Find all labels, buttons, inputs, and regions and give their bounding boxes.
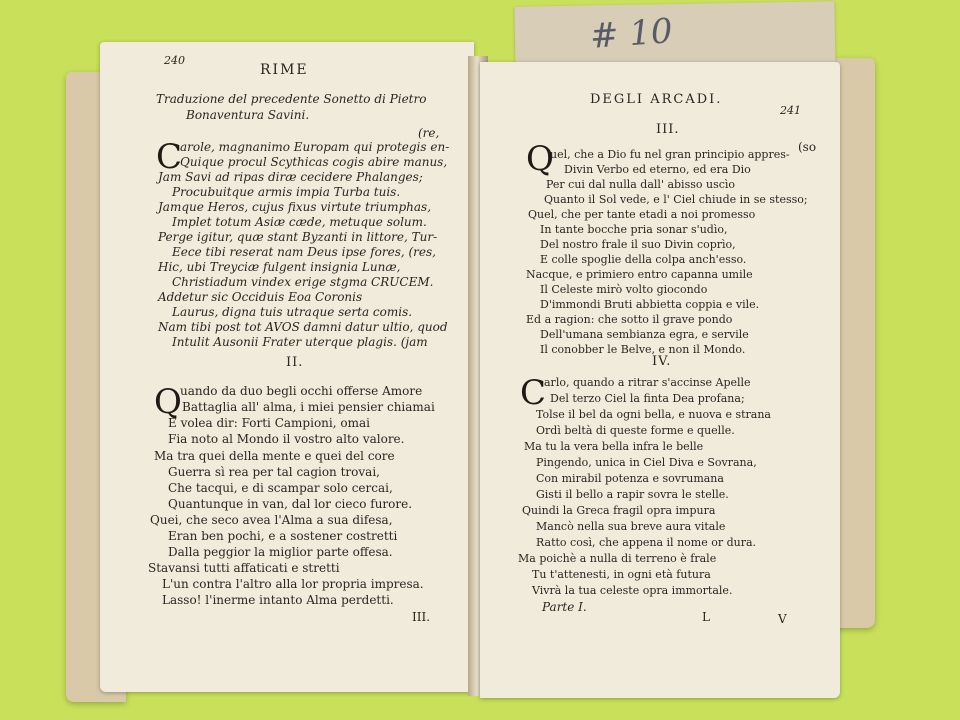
poem1-line: arole, magnanimo Europam qui protegis en- [180, 140, 450, 154]
poem3-line: (so [798, 140, 817, 154]
poem4-line: Con mirabil potenza e sovrumana [536, 472, 724, 485]
left-header: RIME [260, 62, 309, 78]
poem4-line: Ordì beltà di queste forme e quelle. [536, 424, 735, 437]
poem1-line: Addetur sic Occiduis Eoa Coronis [158, 290, 363, 304]
poem1-line: Procubuitque armis impia Turba tuis. [172, 185, 401, 199]
poem3-line: Quel, che per tante etadi a noi promesso [528, 208, 756, 221]
poem3-line: uel, che a Dio fu nel gran principio appres- [550, 148, 790, 161]
poem4-line: Gisti il bello a rapir sovra le stelle. [536, 488, 729, 501]
poem1-line: Jamque Heros, cujus fixus virtute triumphas, [158, 200, 432, 214]
poem4-dropcap: C [520, 373, 547, 413]
section-iii: III. [656, 122, 680, 137]
footer-part: Parte I. [542, 600, 587, 614]
poem1-line: Laurus, digna tuis utraque serta comis. [172, 305, 413, 319]
translation-heading-2: Bonaventura Savini. [186, 108, 310, 122]
poem3-line: Quanto il Sol vede, e l' Ciel chiude in se stesso; [544, 193, 808, 206]
right-page [480, 62, 840, 698]
poem4-line: Tu t'attenesti, in ogni età futura [532, 568, 711, 581]
right-header: DEGLI ARCADI. [590, 92, 723, 107]
poem2-line: L'un contra l'altro alla lor propria impresa. [162, 577, 424, 591]
poem1-line: Hic, ubi Treyciæ fulgent insignia Lunæ, [158, 260, 401, 274]
poem2-line: Stavansi tutti affaticati e stretti [148, 561, 340, 575]
poem4-line: Mancò nella sua breve aura vitale [536, 520, 726, 533]
poem2-line: Guerra sì rea per tal cagion trovai, [168, 465, 380, 479]
poem1-line: Implet totum Asiæ cæde, metuque solum. [172, 215, 427, 229]
poem4-line: Ratto così, che appena il nome or dura. [536, 536, 757, 549]
right-catchword: V [778, 612, 787, 626]
poem2-line: Battaglia all' alma, i miei pensier chiamai [182, 400, 435, 414]
poem1-line: Quique procul Scythicas cogis abire manus, [180, 155, 448, 169]
poem1-line: Christiadum vindex erige stgma CRUCEM. [172, 275, 434, 289]
poem2-line: uando da duo begli occhi offerse Amore [180, 384, 423, 398]
left-page [100, 42, 474, 692]
left-folio: 240 [164, 54, 185, 67]
poem2-line: Ma tra quei della mente e quei del core [154, 449, 395, 463]
poem2-line: Lasso! l'inerme intanto Alma perdetti. [162, 593, 394, 607]
poem2-line: Eran ben pochi, e a sostener costretti [168, 529, 398, 543]
poem3-line: Il conobber le Belve, e non il Mondo. [540, 343, 746, 356]
poem3-line: Divin Verbo ed eterno, ed era Dio [564, 163, 751, 176]
section-iv: IV. [652, 354, 672, 369]
poem1-line: Perge igitur, quæ stant Byzanti in littore, Tur- [158, 230, 438, 244]
poem2-line: Quei, che seco avea l'Alma a sua difesa, [150, 513, 393, 527]
poem3-line: Ed a ragion: che sotto il grave pondo [526, 313, 733, 326]
poem4-line: Vivrà la tua celeste opra immortale. [532, 584, 733, 597]
poem3-line: D'immondi Bruti abbietta coppia e vile. [540, 298, 760, 311]
poem4-line: Pingendo, unica in Ciel Diva e Sovrana, [536, 456, 757, 469]
poem3-line: Il Celeste mirò volto giocondo [540, 283, 708, 296]
poem2-line: Dalla peggior la miglior parte offesa. [168, 545, 393, 559]
poem3-line: Dell'umana sembianza egra, e servile [540, 328, 749, 341]
poem3-line: Per cui dal nulla dall' abisso uscìo [546, 178, 736, 191]
poem4-line: Ma poichè a nulla di terreno è frale [518, 552, 717, 565]
poem4-line: Tolse il bel da ogni bella, e nuova e strana [536, 408, 771, 421]
poem3-line: Nacque, e primiero entro capanna umile [526, 268, 753, 281]
poem1-line: (re, [418, 126, 440, 140]
right-folio: 241 [780, 104, 801, 117]
signature-mark: L [702, 610, 710, 624]
handwritten-note: # 10 [588, 11, 674, 57]
poem1-line: Intulit Ausonii Frater uterque plagis. (jam [172, 335, 428, 349]
poem2-dropcap: Q [154, 382, 182, 422]
poem2-line: Fia noto al Mondo il vostro alto valore. [168, 432, 405, 446]
poem1-line: Jam Savi ad ripas diræ cecidere Phalanges; [158, 170, 423, 184]
book-back-pages-right [835, 58, 875, 628]
poem4-line: Del terzo Ciel la finta Dea profana; [550, 392, 745, 405]
poem3-line: In tante bocche pria sonar s'udìo, [540, 223, 728, 236]
poem2-line: Che tacqui, e di scampar solo cercai, [168, 481, 393, 495]
poem2-line: Quantunque in van, dal lor cieco furore. [168, 497, 413, 511]
poem3-line: E colle spoglie della colpa anch'esso. [540, 253, 747, 266]
translation-heading-1: Traduzione del precedente Sonetto di Pietro [156, 92, 427, 106]
poem4-line: arlo, quando a ritrar s'accinse Apelle [544, 376, 751, 389]
poem3-dropcap: Q [526, 139, 554, 179]
poem1-dropcap: C [156, 137, 183, 177]
poem1-line: Eece tibi reserat nam Deus ipse fores, (res, [172, 245, 436, 259]
poem3-line: Del nostro frale il suo Divin coprìo, [540, 238, 736, 251]
poem2-line: E volea dir: Forti Campioni, omai [168, 416, 370, 430]
poem4-line: Quindi la Greca fragil opra impura [522, 504, 716, 517]
section-ii: II. [286, 355, 304, 370]
left-catchword: III. [412, 610, 431, 624]
poem1-line: Nam tibi post tot AVOS damni datur ultio, quod [158, 320, 448, 334]
poem4-line: Ma tu la vera bella infra le belle [524, 440, 704, 453]
